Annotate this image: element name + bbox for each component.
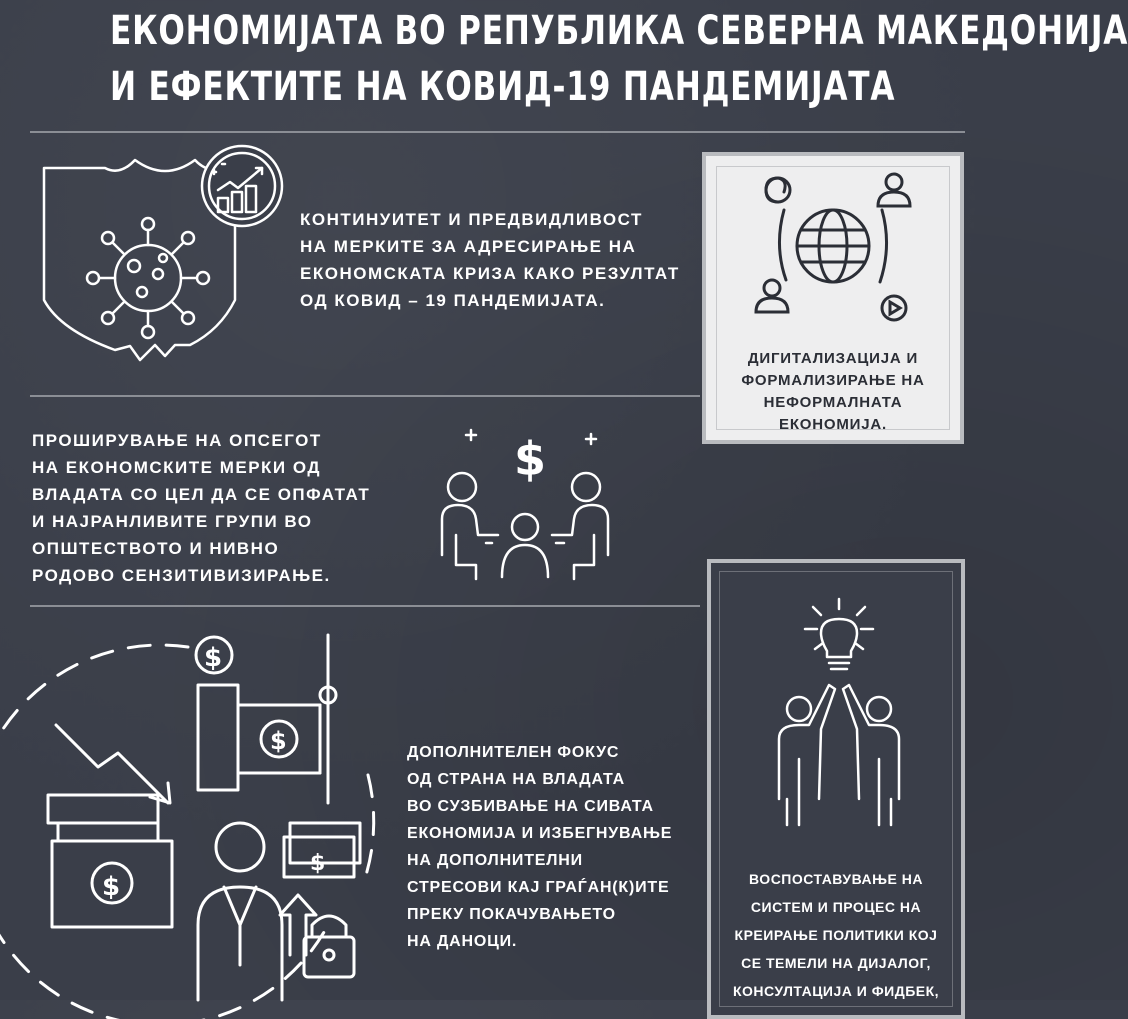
text-line: ВОСПОСТАВУВАЊЕ НА — [749, 871, 923, 887]
svg-text:$: $ — [514, 432, 547, 486]
text-line: НА ДАНОЦИ. — [407, 933, 518, 950]
text-line: ДОПОЛНИТЕЛЕН ФОКУС — [407, 744, 620, 761]
text-line: РОДОВО СЕНЗИТИВИЗИРАЊЕ. — [32, 566, 331, 585]
text-line: НА МЕРКИТЕ ЗА АДРЕСИРАЊЕ НА — [300, 237, 637, 256]
digital-network-icon — [744, 170, 922, 330]
text-line: И НАЈРАНЛИВИТЕ ГРУПИ ВО — [32, 512, 313, 531]
text-line: НА ЕКОНОМСКИТЕ МЕРКИ ОД — [32, 458, 321, 477]
text-line: СЕ ТЕМЕЛИ НА ДИЈАЛОГ, — [741, 955, 931, 971]
text-line: ПРЕКУ ПОКАЧУВАЊЕТО — [407, 906, 616, 923]
text-line: НА ДОПОЛНИТЕЛНИ — [407, 852, 583, 869]
text-line: КОНТИНУИТЕТ И ПРЕДВИДЛИВОСТ — [300, 210, 643, 229]
panel-digitalization — [702, 152, 964, 444]
text-line: ВО СУЗБИВАЊЕ НА СИВАТА — [407, 798, 654, 815]
svg-text:$: $ — [204, 643, 223, 673]
divider — [30, 605, 700, 607]
text-line: КРЕИРАЊЕ ПОЛИТИКИ КОЈ — [734, 927, 938, 943]
teamwork-idea-icon — [769, 599, 909, 829]
text-line: ОД СТРАНА НА ВЛАДАТА — [407, 771, 625, 788]
page-title-line-1: ЕКОНОМИЈАТА ВО РЕПУБЛИКА СЕВЕРНА МАКЕДОНИЈА — [110, 8, 1128, 54]
svg-text:$: $ — [270, 727, 287, 755]
text-line: ПРОШИРУВАЊЕ НА ОПСЕГОТ — [32, 431, 322, 450]
text-line: ОПШТЕСТВОТО И НИВНО — [32, 539, 280, 558]
text-line: ЕКОНОМСКАТА КРИЗА КАКО РЕЗУЛТАТ — [300, 264, 680, 283]
text-line: СИСТЕМ И ПРОЦЕС НА — [750, 899, 922, 915]
divider — [30, 131, 965, 133]
meeting-money-icon — [436, 425, 616, 580]
text-line: ОД КОВИД – 19 ПАНДЕМИЈАТА. — [300, 291, 606, 310]
tax-economy-icon — [28, 625, 398, 1000]
text-block-economic-measures — [32, 427, 370, 589]
text-line: ЕКОНОМИЈА И ИЗБЕГНУВАЊЕ — [407, 825, 673, 842]
virus-shield-icon — [30, 150, 300, 370]
text-line: НЕФОРМАЛНАТА — [763, 394, 903, 411]
text-line: ЕКОНОМИЈА. — [779, 416, 887, 433]
text-line: ФОРМАЛИЗИРАЊЕ НА — [741, 372, 925, 389]
svg-text:$: $ — [102, 872, 121, 902]
text-line: КОНСУЛТАЦИЈА И ФИДБЕК, — [732, 983, 940, 999]
text-line: ВЛАДАТА СО ЦЕЛ ДА СЕ ОПФАТАТ — [32, 485, 371, 504]
text-line: ДИГИТАЛИЗАЦИЈА И — [747, 350, 919, 367]
text-line: СТРЕСОВИ КАЈ ГРАЃАН(К)ИТЕ — [407, 879, 670, 896]
svg-text:$: $ — [310, 851, 326, 876]
page-title-line-2: И ЕФЕКТИТЕ НА КОВИД-19 ПАНДЕМИЈАТА — [110, 64, 896, 110]
text-block-grey-economy — [407, 739, 672, 955]
divider — [30, 395, 700, 397]
panel-policy-dialogue — [707, 559, 965, 1019]
text-block-continuity — [300, 206, 680, 314]
